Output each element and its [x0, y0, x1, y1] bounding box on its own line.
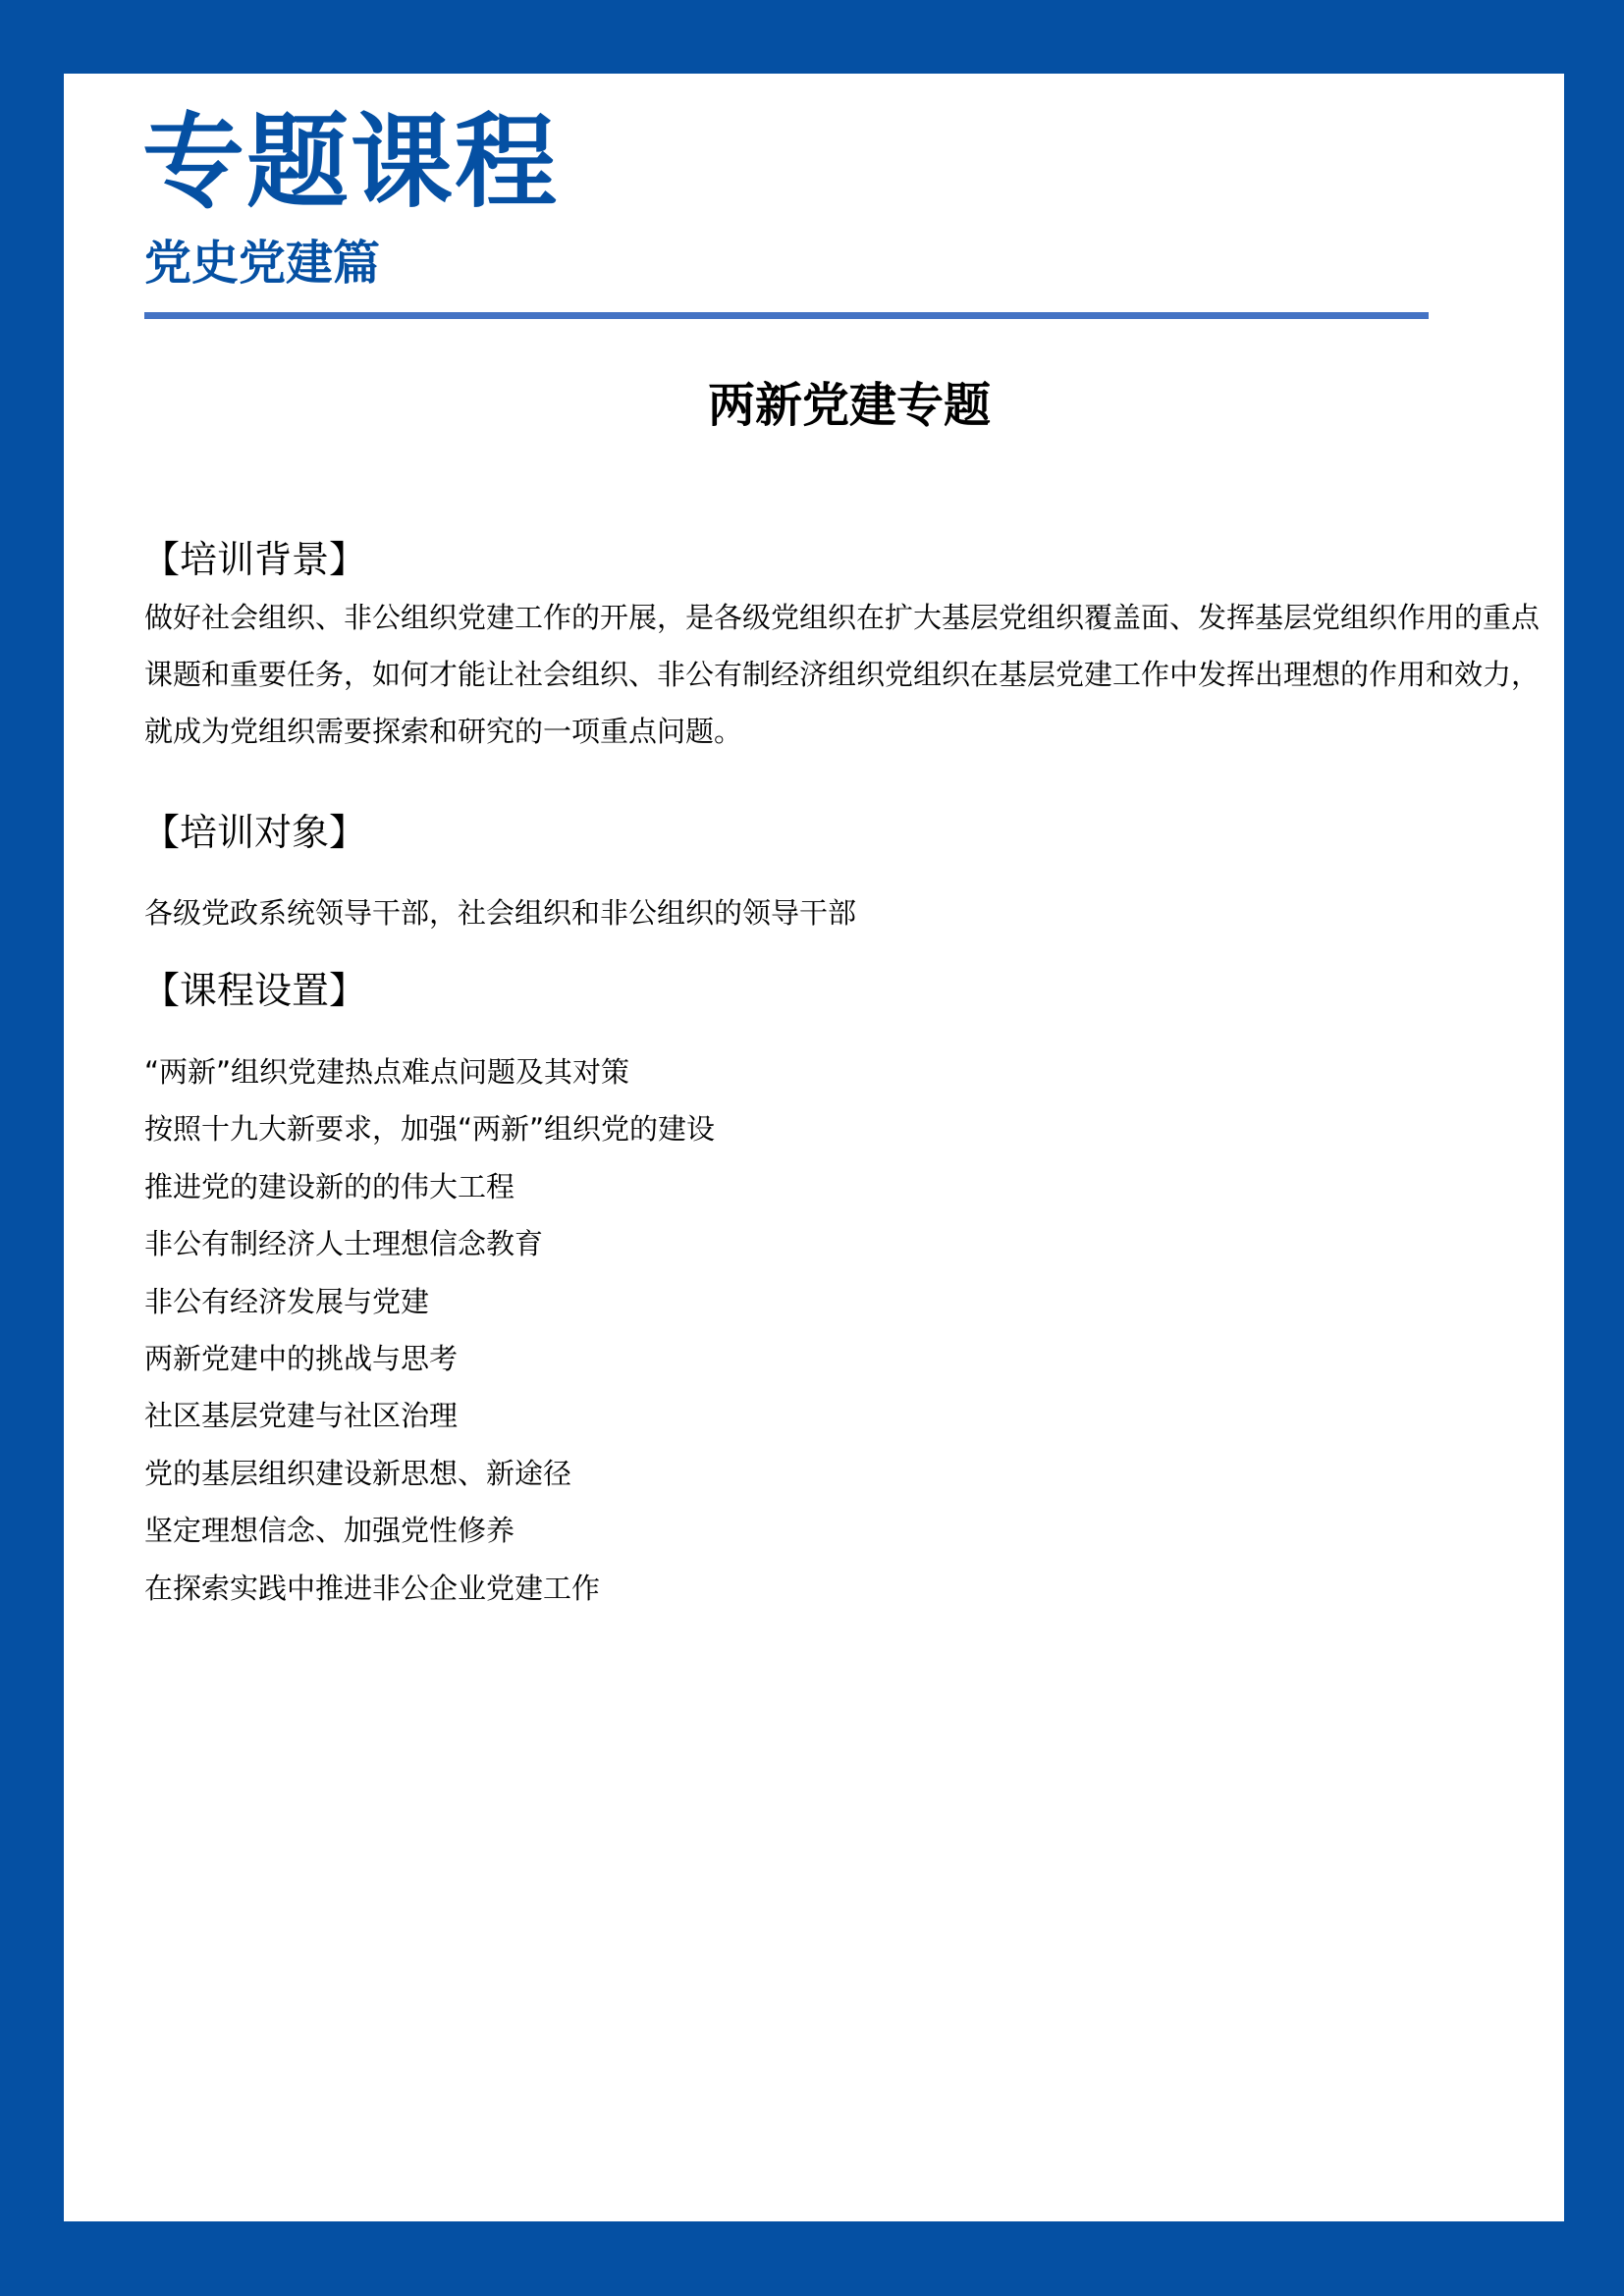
- course-item: 非公有制经济人士理想信念教育: [144, 1227, 544, 1261]
- course-item: 按照十九大新要求，加强“两新”组织党的建设: [144, 1112, 716, 1147]
- document-title: 两新党建专题: [707, 378, 991, 433]
- course-item: 社区基层党建与社区治理: [144, 1399, 459, 1433]
- course-item: 两新党建中的挑战与思考: [144, 1341, 459, 1375]
- section-heading-background: 【培训背景】: [142, 538, 367, 581]
- section-heading-audience: 【培训对象】: [142, 811, 367, 854]
- course-item: 在探索实践中推进非公企业党建工作: [144, 1571, 601, 1605]
- course-list: [144, 1043, 715, 1617]
- course-item: 坚定理想信念、加强党性修养: [144, 1514, 515, 1548]
- course-item: 非公有经济发展与党建: [144, 1284, 430, 1318]
- header-divider: [144, 312, 1429, 319]
- course-item: 党的基层组织建设新思想、新途径: [144, 1456, 572, 1490]
- course-item: “两新”组织党建热点难点问题及其对策: [144, 1055, 630, 1089]
- background-paragraph: 做好社会组织、非公组织党建工作的开展，是各级党组织在扩大基层党组织覆盖面、发挥基层党组织作用的重点课题和重要任务，如何才能让社会组织、非公有制经济组织党组织在基层党建工作中发挥出理想的作用和效力，就成为党组织需要探索和研究的一项重点问题。: [144, 601, 1541, 748]
- sub-title: 党史党建篇: [144, 236, 381, 291]
- document-page: [64, 74, 1564, 2221]
- section-heading-courses: 【课程设置】: [142, 969, 367, 1012]
- course-item: 推进党的建设新的的伟大工程: [144, 1169, 515, 1203]
- audience-paragraph: 各级党政系统领导干部，社会组织和非公组织的领导干部: [144, 896, 857, 930]
- main-title: 专题课程: [142, 102, 560, 222]
